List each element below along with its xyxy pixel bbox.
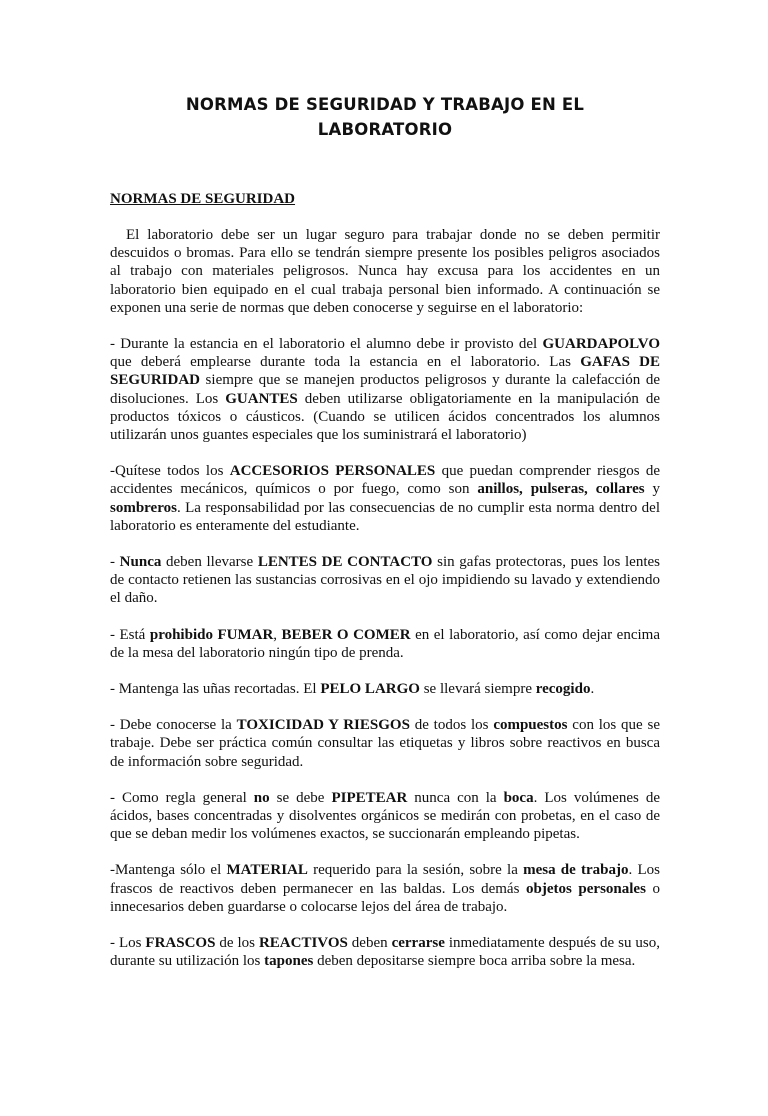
document-page bbox=[0, 92, 768, 1116]
rule-fumar: - Está prohibido FUMAR, BEBER O COMER en el laboratorio, así como dejar encima de la mesa del laboratorio ningún tipo de prenda. bbox=[110, 626, 660, 661]
rule-pipetear: - Como regla general no se debe PIPETEAR nunca con la boca. Los volúmenes de ácidos, bases concentradas y disolventes orgánicos se medirán con probetas, en el caso de que se deban medir los volúmenes exactos, se succionarán empleando pipetas. bbox=[110, 789, 660, 843]
rule-lentes: - Nunca deben llevarse LENTES DE CONTACTO sin gafas protectoras, pues los lentes de contacto retienen las sustancias corrosivas en el ojo impidiendo su lavado y extendiendo el daño. bbox=[110, 554, 660, 607]
rule-toxicidad: - Debe conocerse la TOXICIDAD Y RIESGOS de todos los compuestos con los que se trabaje. Debe ser práctica común consultar las etiquetas y libros sobre reactivos en busca de información sobre seguridad. bbox=[110, 717, 661, 770]
rule-accesorios: -Quítese todos los ACCESORIOS PERSONALES que puedan comprender riesgos de accidentes mecánicos, químicos o por fuego, como son anillos, pulseras, collares y sombreros. La responsabilidad por las consecuencias de no cumplir esta norma dentro del laboratorio es enteramente del estudiante. bbox=[110, 463, 661, 534]
section-heading: NORMAS DE SEGURIDAD bbox=[110, 191, 296, 207]
rule-pelo: - Mantenga las uñas recortadas. El PELO LARGO se llevará siempre recogido. bbox=[110, 681, 595, 698]
title-line-1: NORMAS DE SEGURIDAD Y TRABAJO EN EL bbox=[185, 95, 585, 114]
rule-frascos: - Los FRASCOS de los REACTIVOS deben cerrarse inmediatamente después de su uso, durante su utilización los tapones deben depositarse siempre boca arriba sobre la mesa. bbox=[110, 935, 661, 970]
intro-paragraph: El laboratorio debe ser un lugar seguro para trabajar donde no se deben permitir descuidos o bromas. Para ello se tendrán siempre presente los posibles peligros asociados al trabajo con materiales peligrosos. Nunca hay excusa para los accidentes en un laboratorio bien equipado en el cual trabaja personal bien informado. A continuación se exponen una serie de normas que deben conocerse y seguirse en el laboratorio: bbox=[110, 227, 660, 316]
document-title bbox=[110, 92, 660, 142]
rule-guardapolvo: - Durante la estancia en el laboratorio el alumno debe ir provisto del GUARDAPOLVO que deberá emplearse durante toda la estancia en el laboratorio. Las GAFAS DE SEGURIDAD siempre que se manejen productos peligrosos y durante la calefacción de disoluciones. Los GUANTES deben utilizarse obligatoriamente en la manipulación de productos tóxicos o cáusticos. (Cuando se utilicen ácidos concentrados los alumnos utilizarán unos guantes especiales que los suministrará el laboratorio) bbox=[110, 336, 661, 444]
title-line-2: LABORATORIO bbox=[317, 120, 453, 139]
rule-material: -Mantenga sólo el MATERIAL requerido para la sesión, sobre la mesa de trabajo. Los frascos de reactivos deben permanecer en las baldas. Los demás objetos personales o innecesarios deben guardarse o colocarse lejos del área de trabajo. bbox=[110, 862, 660, 915]
